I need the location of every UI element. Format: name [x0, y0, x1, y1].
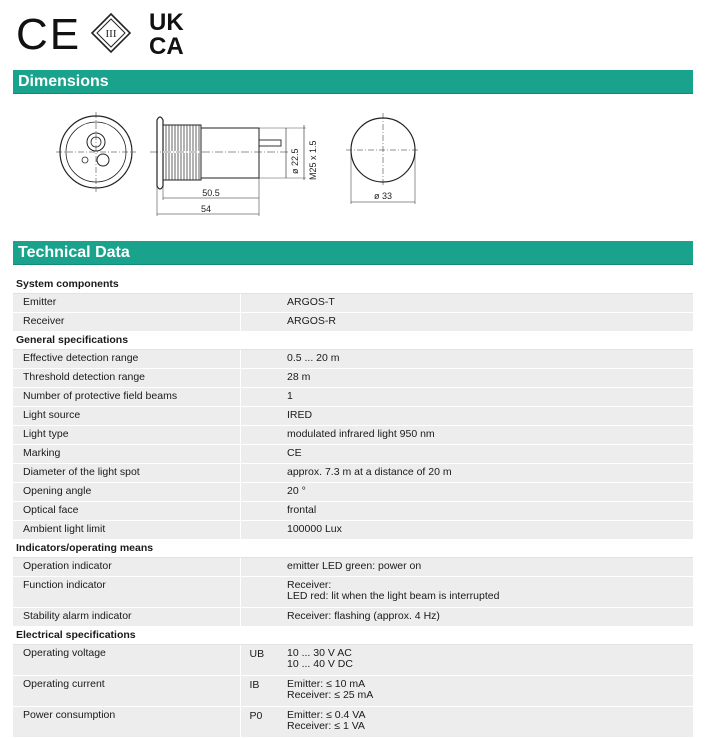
row-value: [284, 577, 693, 608]
row-symbol: [240, 369, 284, 388]
table-row: [13, 521, 693, 540]
row-value: 28 m: [284, 369, 693, 388]
table-row: [13, 407, 693, 426]
row-value: [284, 645, 693, 676]
dimension-length-outer: 54: [200, 204, 212, 214]
table-row: [13, 502, 693, 521]
row-label: Emitter: [13, 294, 240, 313]
row-symbol: [240, 313, 284, 332]
dimensions-heading: Dimensions: [13, 70, 693, 94]
row-value: 1: [284, 388, 693, 407]
row-value: [284, 676, 693, 707]
row-label: Number of protective field beams: [13, 388, 240, 407]
dimension-length-inner: 50.5: [202, 188, 220, 198]
row-value-line: Emitter: ≤ 0.4 VA: [287, 709, 366, 721]
row-value: 0.5 ... 20 m: [284, 350, 693, 369]
dimension-drawing: [0, 100, 705, 220]
table-row: [13, 577, 693, 608]
table-row: [13, 350, 693, 369]
row-value-line: Receiver:: [287, 579, 332, 591]
ukca-logo: [149, 9, 184, 58]
row-symbol: [240, 483, 284, 502]
row-value: ARGOS-R: [284, 313, 693, 332]
group-indicators: Indicators/operating means: [13, 540, 693, 558]
table-row: [13, 645, 693, 676]
row-label: Optical face: [13, 502, 240, 521]
row-value: [284, 707, 693, 738]
row-value-line: Receiver: ≤ 25 mA: [287, 689, 374, 701]
row-value: emitter LED green: power on: [284, 558, 693, 577]
row-label: Opening angle: [13, 483, 240, 502]
row-label: Operating voltage: [13, 645, 240, 676]
svg-text:CE: CE: [16, 10, 82, 58]
svg-text:III: III: [105, 28, 117, 40]
row-label: Operating current: [13, 676, 240, 707]
row-label: Operation indicator: [13, 558, 240, 577]
row-value: frontal: [284, 502, 693, 521]
row-value: CE: [284, 445, 693, 464]
row-symbol: [240, 464, 284, 483]
dimension-thread: M25 x 1.5: [308, 140, 318, 180]
svg-text:UK: UK: [149, 9, 184, 36]
group-electrical-specifications: Electrical specifications: [13, 627, 693, 645]
technical-data-heading: Technical Data: [13, 241, 693, 265]
row-symbol: [240, 577, 284, 608]
dimension-diameter-thread: ø 22.5: [290, 148, 300, 174]
side-view: [150, 117, 306, 216]
group-system-components: System components: [13, 276, 693, 294]
row-symbol: [240, 521, 284, 540]
technical-data-table: [13, 276, 693, 738]
row-value: Receiver: flashing (approx. 4 Hz): [284, 608, 693, 627]
table-row: [13, 707, 693, 738]
group-general-specifications: General specifications: [13, 332, 693, 350]
row-label: Light source: [13, 407, 240, 426]
row-value-line: 10 ... 40 V DC: [287, 658, 353, 670]
svg-text:CA: CA: [149, 33, 184, 58]
row-symbol: [240, 350, 284, 369]
row-symbol: UB: [240, 645, 284, 676]
row-symbol: [240, 502, 284, 521]
table-row: [13, 426, 693, 445]
row-symbol: P0: [240, 707, 284, 738]
front-view: [56, 112, 136, 192]
row-symbol: [240, 407, 284, 426]
table-row: [13, 294, 693, 313]
row-symbol: IB: [240, 676, 284, 707]
row-value: 100000 Lux: [284, 521, 693, 540]
row-label: Function indicator: [13, 577, 240, 608]
table-row: [13, 483, 693, 502]
row-label: Effective detection range: [13, 350, 240, 369]
row-value: 20 °: [284, 483, 693, 502]
table-row: [13, 676, 693, 707]
table-row: [13, 445, 693, 464]
row-value: ARGOS-T: [284, 294, 693, 313]
certification-logos: [16, 8, 206, 58]
row-label: Receiver: [13, 313, 240, 332]
row-symbol: [240, 558, 284, 577]
row-label: Power consumption: [13, 707, 240, 738]
table-row: [13, 558, 693, 577]
row-value: IRED: [284, 407, 693, 426]
row-symbol: [240, 445, 284, 464]
dimension-diameter-face: ø 33: [373, 191, 393, 201]
row-label: Ambient light limit: [13, 521, 240, 540]
row-label: Stability alarm indicator: [13, 608, 240, 627]
row-value-line: Emitter: ≤ 10 mA: [287, 678, 366, 690]
table-row: [13, 464, 693, 483]
row-symbol: [240, 426, 284, 445]
row-symbol: [240, 608, 284, 627]
protection-class-3-logo: [92, 14, 130, 52]
row-label: Light type: [13, 426, 240, 445]
table-row: [13, 608, 693, 627]
table-row: [13, 369, 693, 388]
row-value-line: Receiver: ≤ 1 VA: [287, 720, 365, 732]
row-value: modulated infrared light 950 nm: [284, 426, 693, 445]
table-row: [13, 313, 693, 332]
row-symbol: [240, 294, 284, 313]
row-value-line: 10 ... 30 V AC: [287, 647, 352, 659]
table-row: [13, 388, 693, 407]
ce-mark-logo: [16, 10, 81, 58]
row-value-line: LED red: lit when the light beam is interrupted: [287, 590, 500, 602]
row-symbol: [240, 388, 284, 407]
row-value: approx. 7.3 m at a distance of 20 m: [284, 464, 693, 483]
row-label: Threshold detection range: [13, 369, 240, 388]
row-label: Marking: [13, 445, 240, 464]
row-label: Diameter of the light spot: [13, 464, 240, 483]
